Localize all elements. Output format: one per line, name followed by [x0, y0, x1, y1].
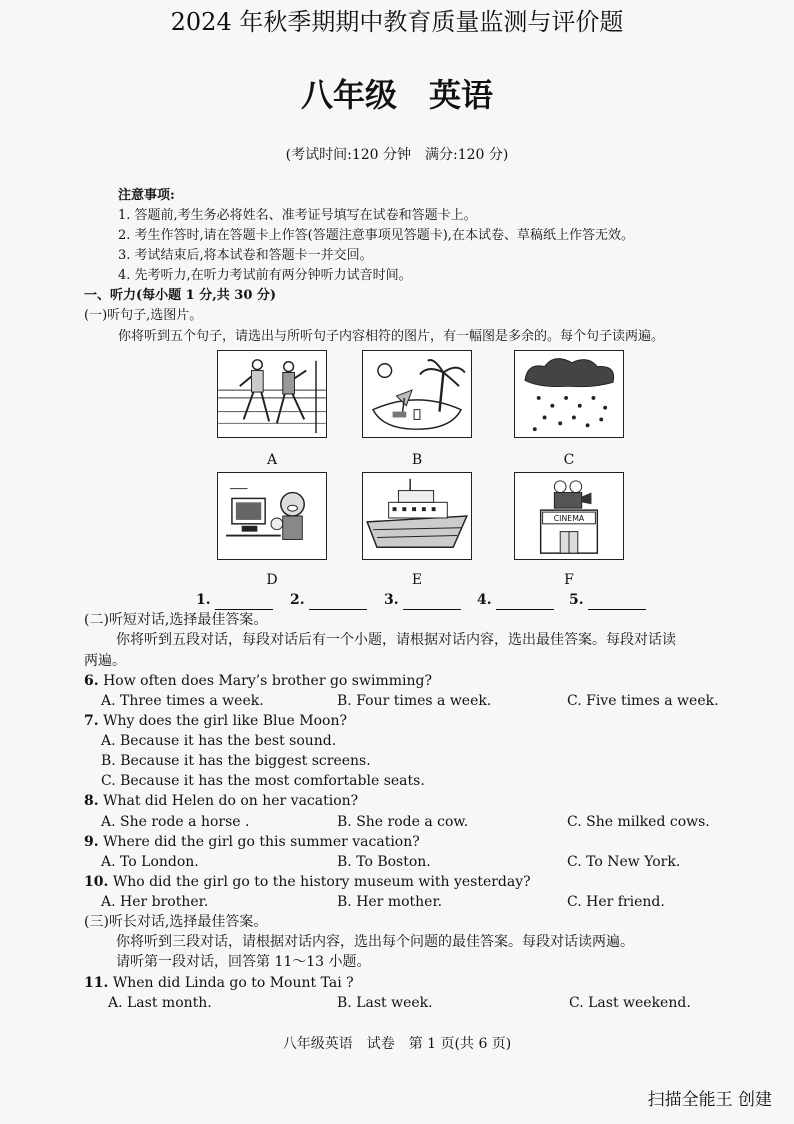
exam-info: (考试时间:120 分钟 满分:120 分) — [285, 147, 509, 163]
blank-number: 4. — [477, 592, 492, 608]
cinema-icon — [515, 473, 623, 559]
part1-title: (一)听句子,选图片。 — [84, 308, 203, 323]
runners-icon — [218, 351, 326, 437]
picture-b — [362, 350, 472, 438]
note-item: 1. 答题前,考生务必将姓名、准考证号填写在试卷和答题卡上。 — [118, 208, 477, 223]
question-11 — [84, 973, 354, 993]
question-text: How often does Mary’s brother go swimming? — [103, 673, 432, 689]
option-c[interactable]: C. Her friend. — [567, 894, 665, 910]
ship-icon — [363, 473, 471, 559]
section-title: 一、听力(每小题 1 分,共 30 分) — [84, 288, 277, 303]
picture-d — [217, 472, 327, 560]
notes-heading: 注意事项: — [118, 188, 175, 203]
answer-blank-5[interactable] — [569, 590, 646, 610]
exam-title: 2024 年秋季期期中教育质量监测与评价题 — [170, 8, 624, 36]
option-a[interactable]: A. Because it has the best sound. — [101, 733, 337, 749]
scanner-watermark: 扫描全能王 创建 — [647, 1090, 772, 1110]
answer-blank-2[interactable] — [290, 590, 367, 610]
picture-e — [362, 472, 472, 560]
option-c[interactable]: C. Five times a week. — [567, 693, 719, 709]
note-item: 3. 考试结束后,将本试卷和答题卡一并交回。 — [118, 248, 373, 263]
picture-c — [514, 350, 624, 438]
blank-number: 1. — [196, 592, 211, 608]
question-8 — [84, 791, 358, 811]
blank-number: 2. — [290, 592, 305, 608]
question-text: What did Helen do on her vacation? — [103, 793, 359, 809]
option-b[interactable]: B. Her mother. — [337, 894, 443, 910]
answer-blank-3[interactable] — [384, 590, 461, 610]
picture-label: F — [564, 572, 574, 588]
question-9 — [84, 832, 420, 852]
option-c[interactable]: C. To New York. — [567, 854, 681, 870]
picture-a — [217, 350, 327, 438]
part3-title: (三)听长对话,选择最佳答案。 — [84, 914, 268, 930]
question-7 — [84, 711, 347, 731]
option-c[interactable]: C. She milked cows. — [567, 814, 710, 830]
part2-title: (二)听短对话,选择最佳答案。 — [84, 612, 268, 628]
question-number: 8. — [84, 793, 99, 809]
option-a[interactable]: A. Last month. — [108, 995, 212, 1011]
question-number: 7. — [84, 713, 99, 729]
question-text: Why does the girl like Blue Moon? — [103, 713, 347, 729]
picture-label: B — [411, 452, 423, 468]
note-item: 4. 先考听力,在听力考试前有两分钟听力试音时间。 — [118, 268, 412, 283]
option-a[interactable]: A. To London. — [101, 854, 199, 870]
option-c[interactable]: C. Because it has the most comfortable seats. — [101, 773, 425, 789]
part3-sub: 请听第一段对话，回答第 11～13 小题。 — [116, 954, 371, 970]
part1-instruction: 你将听到五个句子，请选出与所听句子内容相符的图片，有一幅图是多余的。每个句子读两遍。 — [118, 329, 665, 344]
answer-blank-1[interactable] — [196, 590, 273, 610]
picture-label: C — [563, 452, 575, 468]
grade-subject-title: 八年级 英语 — [300, 76, 493, 114]
part3-instruction: 你将听到三段对话，请根据对话内容，选出每个问题的最佳答案。每段对话读两遍。 — [116, 934, 634, 950]
option-b[interactable]: B. Four times a week. — [337, 693, 492, 709]
cinema-sign: CINEMA — [553, 513, 585, 523]
blank-number: 5. — [569, 592, 584, 608]
blank-number: 3. — [384, 592, 399, 608]
option-b[interactable]: B. To Boston. — [337, 854, 431, 870]
question-6 — [84, 671, 432, 691]
question-number: 6. — [84, 673, 99, 689]
option-a[interactable]: A. She rode a horse . — [101, 814, 250, 830]
rain-cloud-icon — [515, 351, 623, 437]
question-number: 11. — [84, 975, 109, 991]
question-number: 9. — [84, 834, 99, 850]
answer-blank-4[interactable] — [477, 590, 554, 610]
part2-instruction-cont: 两遍。 — [84, 653, 126, 669]
question-text: Where did the girl go this summer vacation? — [103, 834, 420, 850]
note-item: 2. 考生作答时,请在答题卡上作答(答题注意事项见答题卡),在本试卷、草稿纸上作答无效。 — [118, 228, 634, 243]
picture-label: D — [266, 572, 278, 588]
option-c[interactable]: C. Last weekend. — [569, 995, 691, 1011]
option-b[interactable]: B. Last week. — [337, 995, 433, 1011]
option-a[interactable]: A. Her brother. — [101, 894, 209, 910]
beach-island-icon — [363, 351, 471, 437]
picture-label: E — [411, 572, 423, 588]
computer-pig-icon — [218, 473, 326, 559]
question-text: When did Linda go to Mount Tai ? — [112, 975, 354, 991]
option-b[interactable]: B. She rode a cow. — [337, 814, 469, 830]
page-footer: 八年级英语 试卷 第 1 页(共 6 页) — [282, 1036, 512, 1052]
picture-f — [514, 472, 624, 560]
question-text: Who did the girl go to the history museum with yesterday? — [112, 874, 531, 890]
option-a[interactable]: A. Three times a week. — [101, 693, 264, 709]
picture-label: A — [266, 452, 278, 468]
option-b[interactable]: B. Because it has the biggest screens. — [101, 753, 371, 769]
question-10 — [84, 872, 531, 892]
question-number: 10. — [84, 874, 109, 890]
part2-instruction: 你将听到五段对话，每段对话后有一个小题，请根据对话内容，选出最佳答案。每段对话读 — [116, 632, 676, 648]
